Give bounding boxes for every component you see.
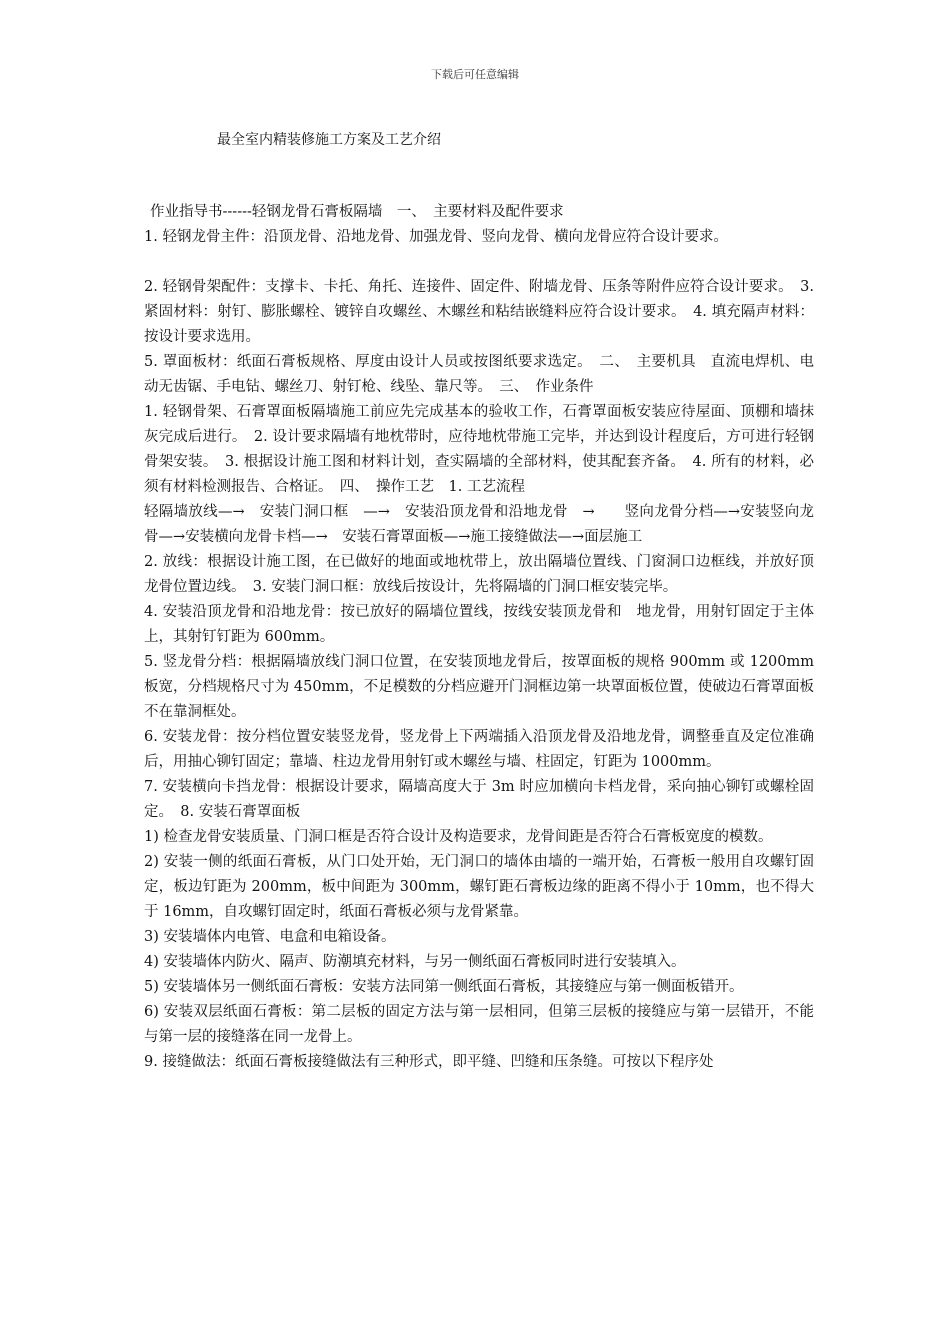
paragraph: 轻隔墙放线—→ 安装门洞口框 —→ 安装沿顶龙骨和沿地龙骨 → 竖向龙骨分档—→安装竖向龙骨—→安装横向龙骨卡档—→ 安装石膏罩面板—→施工接缝做法—→面层施工 bbox=[144, 504, 814, 545]
paragraph: 7. 安装横向卡挡龙骨：根据设计要求，隔墙高度大于 3m 时应加横向卡档龙骨，采向抽心铆钉或螺栓固定。 8. 安装石膏罩面板 bbox=[144, 779, 814, 820]
paragraph: 6. 安装龙骨：按分档位置安装竖龙骨，竖龙骨上下两端插入沿顶龙骨及沿地龙骨，调整垂直及定位准确后，用抽心铆钉固定；靠墙、柱边龙骨用射钉或木螺丝与墙、柱固定，钉距为 1000mm。 bbox=[144, 729, 814, 770]
paragraph-spacer bbox=[144, 250, 814, 275]
paragraph: 9. 接缝做法：纸面石膏板接缝做法有三种形式，即平缝、凹缝和压条缝。可按以下程序处 bbox=[144, 1054, 714, 1070]
paragraph: 2. 轻钢骨架配件：支撑卡、卡托、角托、连接件、固定件、附墙龙骨、压条等附件应符合设计要求。 3. 紧固材料：射钉、膨胀螺栓、镀锌自攻螺丝、木螺丝和粘结嵌缝料应符合设计要求。 4. 填充隔声材料：按设计要求选用。 bbox=[144, 279, 814, 345]
paragraph: 5. 竖龙骨分档：根据隔墙放线门洞口位置，在安装顶地龙骨后，按罩面板的规格 900mm 或 1200mm 板宽，分档规格尺寸为 450mm，不足模数的分档应避开门洞框边第一块罩面板位置，使破边石膏罩面板不在靠洞框处。 bbox=[144, 654, 814, 720]
paragraph: 1. 轻钢骨架、石膏罩面板隔墙施工前应先完成基本的验收工作，石膏罩面板安装应待屋面、顶棚和墙抹灰完成后进行。 2. 设计要求隔墙有地枕带时，应待地枕带施工完毕，并达到设计程度后，方可进行轻钢骨架安装。 3. 根据设计施工图和材料计划，查实隔墙的全部材料，使其配套齐备。 4. 所有的材料，必须有材料检测报告、合格证。 四、 操作工艺 1. 工艺流程 bbox=[144, 404, 814, 495]
document-body bbox=[144, 200, 814, 1075]
paragraph: 2) 安装一侧的纸面石膏板，从门口处开始，无门洞口的墙体由墙的一端开始，石膏板一般用自攻螺钉固定，板边钉距为 200mm，板中间距为 300mm，螺钉距石膏板边缘的距离不得小于 10mm，也不得大于 16mm，自攻螺钉固定时，纸面石膏板必须与龙骨紧靠。 bbox=[144, 854, 814, 920]
paragraph: 2. 放线：根据设计施工图，在已做好的地面或地枕带上，放出隔墙位置线、门窗洞口边框线，并放好顶龙骨位置边线。 3. 安装门洞口框：放线后按设计，先将隔墙的门洞口框安装完毕。 bbox=[144, 554, 814, 595]
document-title: 最全室内精装修施工方案及工艺介绍 bbox=[217, 132, 441, 148]
paragraph: 1) 检查龙骨安装质量、门洞口框是否符合设计及构造要求，龙骨间距是否符合石膏板宽度的模数。 bbox=[144, 829, 773, 845]
paragraph: 作业指导书------轻钢龙骨石膏板隔墙 一、 主要材料及配件要求 bbox=[150, 204, 564, 220]
paragraph: 1. 轻钢龙骨主件：沿顶龙骨、沿地龙骨、加强龙骨、竖向龙骨、横向龙骨应符合设计要求。 bbox=[144, 229, 728, 245]
paragraph: 3) 安装墙体内电管、电盒和电箱设备。 bbox=[144, 929, 396, 945]
paragraph: 4. 安装沿顶龙骨和沿地龙骨：按已放好的隔墙位置线，按线安装顶龙骨和 地龙骨，用射钉固定于主体上，其射钉钉距为 600mm。 bbox=[144, 604, 814, 645]
paragraph: 5. 罩面板材：纸面石膏板规格、厚度由设计人员或按图纸要求选定。 二、 主要机具 直流电焊机、电动无齿锯、手电钻、螺丝刀、射钉枪、线坠、靠尺等。 三、 作业条件 bbox=[144, 354, 814, 395]
paragraph: 4) 安装墙体内防火、隔声、防潮填充材料，与另一侧纸面石膏板同时进行安装填入。 bbox=[144, 954, 686, 970]
header-note: 下载后可任意编辑 bbox=[431, 68, 519, 81]
paragraph: 6) 安装双层纸面石膏板：第二层板的固定方法与第一层相同，但第三层板的接缝应与第一层错开，不能与第一层的接缝落在同一龙骨上。 bbox=[144, 1004, 814, 1045]
paragraph: 5) 安装墙体另一侧纸面石膏板：安装方法同第一侧纸面石膏板，其接缝应与第一侧面板错开。 bbox=[144, 979, 744, 995]
